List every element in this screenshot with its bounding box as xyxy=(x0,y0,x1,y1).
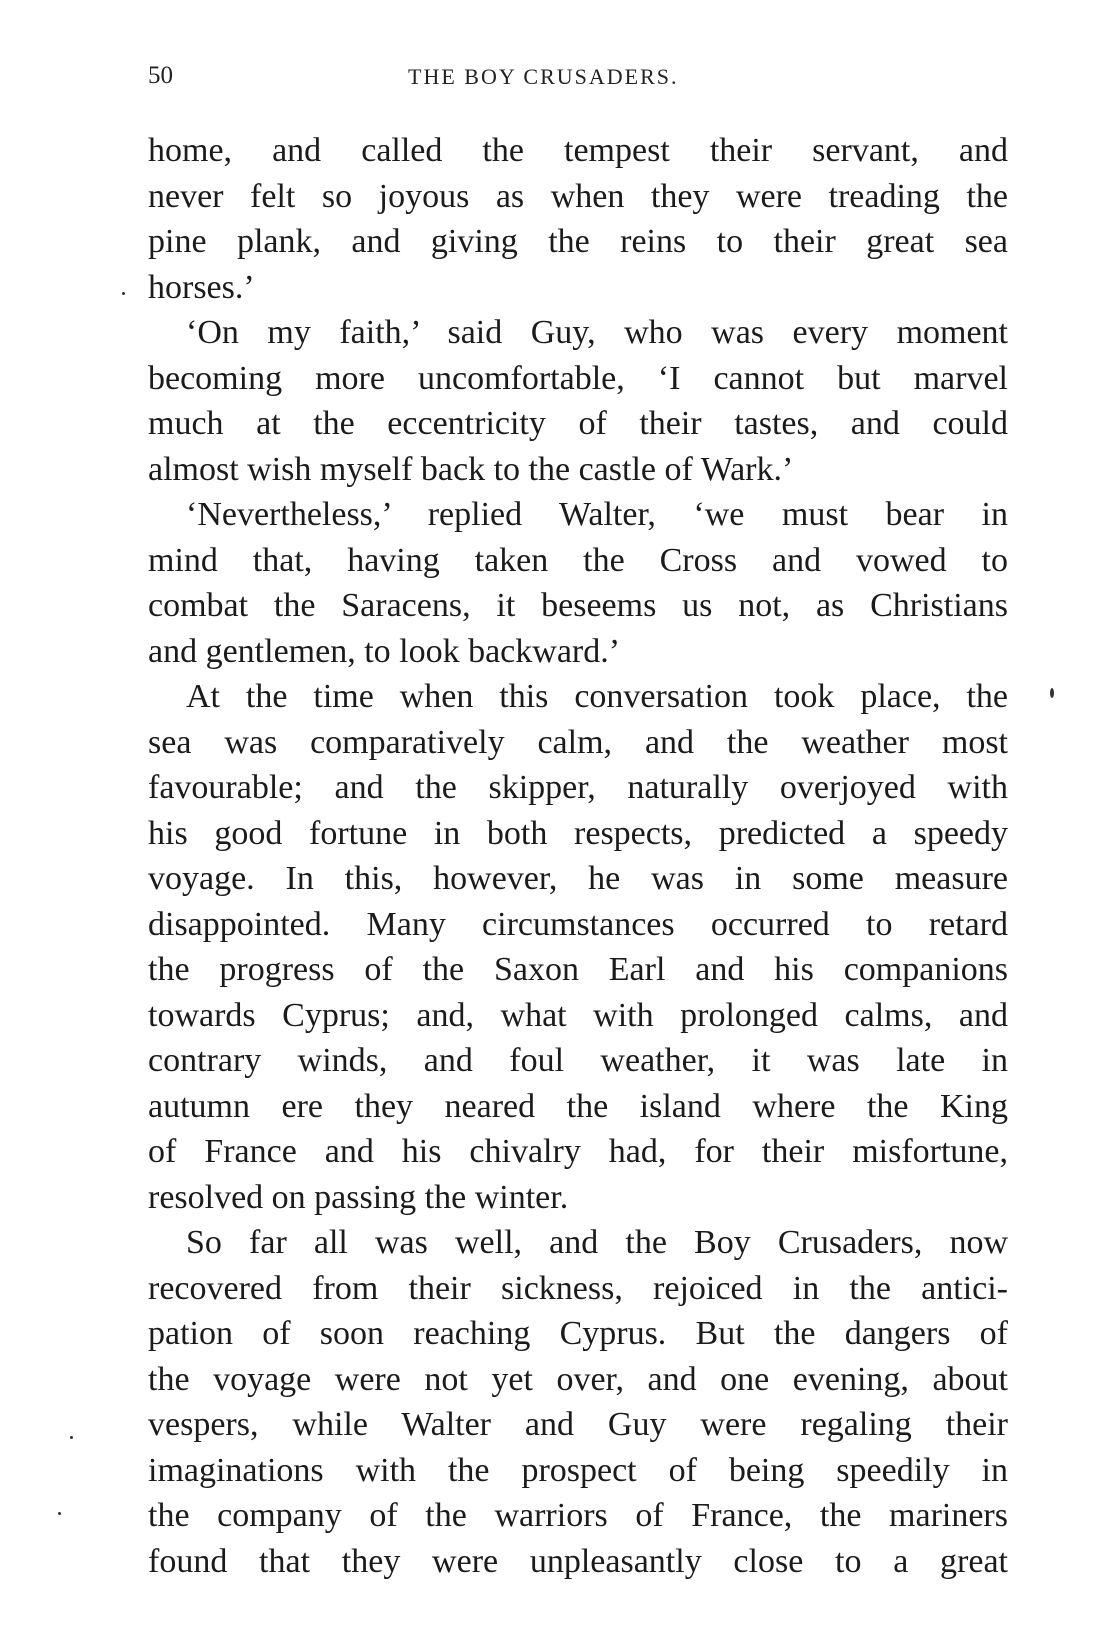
text-line: the voyage were not yet over, and one evening, about xyxy=(148,1360,1008,1398)
text-line: ‘Nevertheless,’ replied Walter, ‘we must bear in xyxy=(186,496,1008,533)
text-line: never felt so joyous as when they were treading the xyxy=(148,177,1008,215)
text-line: ‘On my faith,’ said Guy, who was every moment xyxy=(186,314,1008,351)
text-line: becoming more uncomfortable, ‘I cannot but marvel xyxy=(148,359,1008,397)
text-line: horses.’ xyxy=(148,268,255,306)
text-line: and gentlemen, to look backward.’ xyxy=(148,632,621,670)
print-speck xyxy=(1050,688,1054,698)
text-line: almost wish myself back to the castle of Wark.’ xyxy=(148,450,794,488)
text-line: found that they were unpleasantly close to a great xyxy=(148,1542,1008,1580)
text-line: pine plank, and giving the reins to their great sea xyxy=(148,223,1008,260)
text-line: home, and called the tempest their servant, and xyxy=(148,132,1008,169)
text-line: mind that, having taken the Cross and vowed to xyxy=(148,541,1008,579)
print-speck xyxy=(58,1512,61,1515)
text-line: autumn ere they neared the island where the King xyxy=(148,1087,1008,1125)
text-line: recovered from their sickness, rejoiced in the antici- xyxy=(148,1269,1008,1307)
running-title: THE BOY CRUSADERS. xyxy=(408,64,679,89)
text-line: sea was comparatively calm, and the weather most xyxy=(148,723,1008,761)
text-line: At the time when this conversation took place, the xyxy=(186,678,1008,715)
page-number: 50 xyxy=(148,62,173,89)
text-line: So far all was well, and the Boy Crusaders, now xyxy=(186,1224,1008,1261)
text-line: favourable; and the skipper, naturally overjoyed with xyxy=(148,769,1008,806)
text-line: combat the Saracens, it beseems us not, as Christians xyxy=(148,587,1008,624)
text-line: much at the eccentricity of their tastes, and could xyxy=(148,405,1008,442)
text-line: towards Cyprus; and, what with prolonged calms, and xyxy=(148,996,1008,1034)
text-line: his good fortune in both respects, predicted a speedy xyxy=(148,814,1008,852)
page-header xyxy=(148,62,1008,102)
text-line: pation of soon reaching Cyprus. But the dangers of xyxy=(148,1315,1008,1352)
text-line: of France and his chivalry had, for their misfortune, xyxy=(148,1133,1008,1170)
text-line: the company of the warriors of France, the mariners xyxy=(148,1497,1008,1534)
text-line: contrary winds, and foul weather, it was late in xyxy=(148,1042,1008,1079)
text-line: disappointed. Many circumstances occurred to retard xyxy=(148,905,1008,943)
body-text xyxy=(148,128,1008,1584)
print-speck xyxy=(122,292,125,295)
text-line: imaginations with the prospect of being speedily in xyxy=(148,1451,1008,1489)
text-line: resolved on passing the winter. xyxy=(148,1178,569,1216)
text-line: voyage. In this, however, he was in some measure xyxy=(148,860,1008,897)
text-line: the progress of the Saxon Earl and his companions xyxy=(148,951,1008,988)
print-speck xyxy=(70,1436,73,1439)
text-line: vespers, while Walter and Guy were regaling their xyxy=(148,1406,1008,1443)
